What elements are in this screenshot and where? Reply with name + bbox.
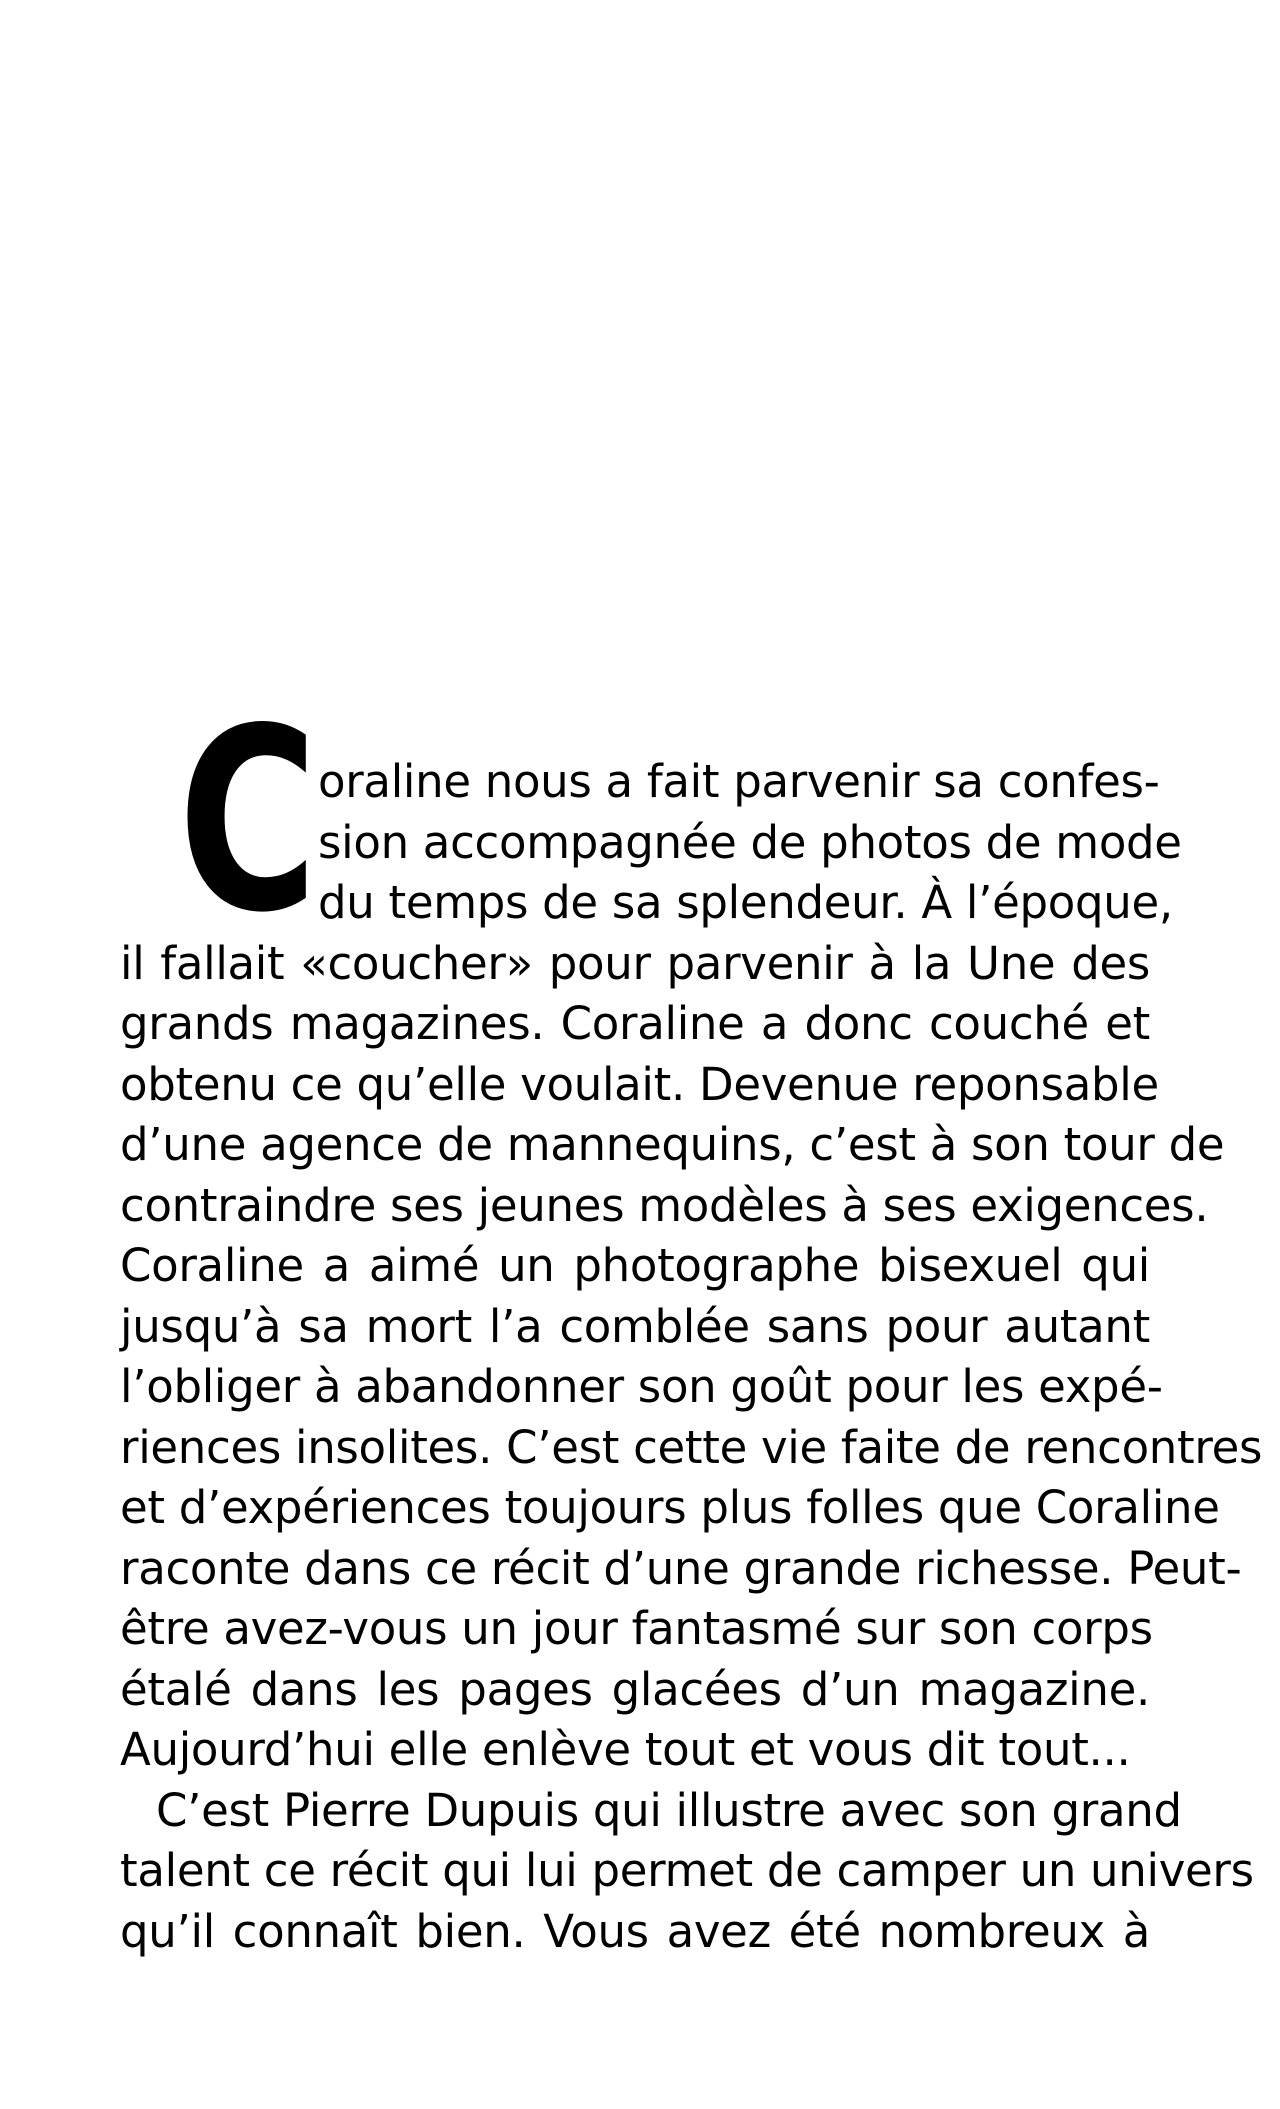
text-line: C’est Pierre Dupuis qui illustre avec son grand (156, 1783, 1182, 1837)
body-text (120, 752, 1263, 1962)
text-line: et d’expériences toujours plus folles que Coraline (120, 1481, 1220, 1534)
text-line: l’obliger à abandonner son goût pour les expé- (120, 1360, 1163, 1413)
text-line: qu’il connaît bien. Vous avez été nombreux à (120, 1904, 1150, 1958)
text-line: oraline nous a fait parvenir sa confes- (318, 755, 1160, 808)
text-line: raconte dans ce récit d’une grande richesse. Peut- (120, 1541, 1242, 1595)
text-line: obtenu ce qu’elle voulait. Devenue reponsable (120, 1057, 1159, 1111)
text-line: riences insolites. C’est cette vie faite de rencontres (120, 1420, 1263, 1474)
text-line: du temps de sa splendeur. À l’époque, (318, 876, 1173, 929)
text-line: être avez-vous un jour fantasmé sur son corps (120, 1602, 1153, 1655)
text-line: talent ce récit qui lui permet de camper un univers (120, 1844, 1254, 1897)
text-line: jusqu’à sa mort l’a comblée sans pour autant (120, 1299, 1150, 1353)
dropcap-text: C (178, 675, 318, 968)
text-line: il fallait «coucher» pour parvenir à la Une des (120, 936, 1150, 990)
text-line: contraindre ses jeunes modèles à ses exigences. (120, 1178, 1209, 1232)
text-line: d’une agence de mannequins, c’est à son tour de (120, 1118, 1225, 1171)
text-line: sion accompagnée de photos de mode (318, 815, 1182, 869)
text-line: étalé dans les pages glacées d’un magazine. (120, 1662, 1150, 1716)
text-line: Aujourd’hui elle enlève tout et vous dit tout... (120, 1723, 1131, 1776)
text-line: grands magazines. Coraline a donc couché et (120, 997, 1150, 1050)
text-line: Coraline a aimé un photographe bisexuel qui (120, 1239, 1150, 1292)
